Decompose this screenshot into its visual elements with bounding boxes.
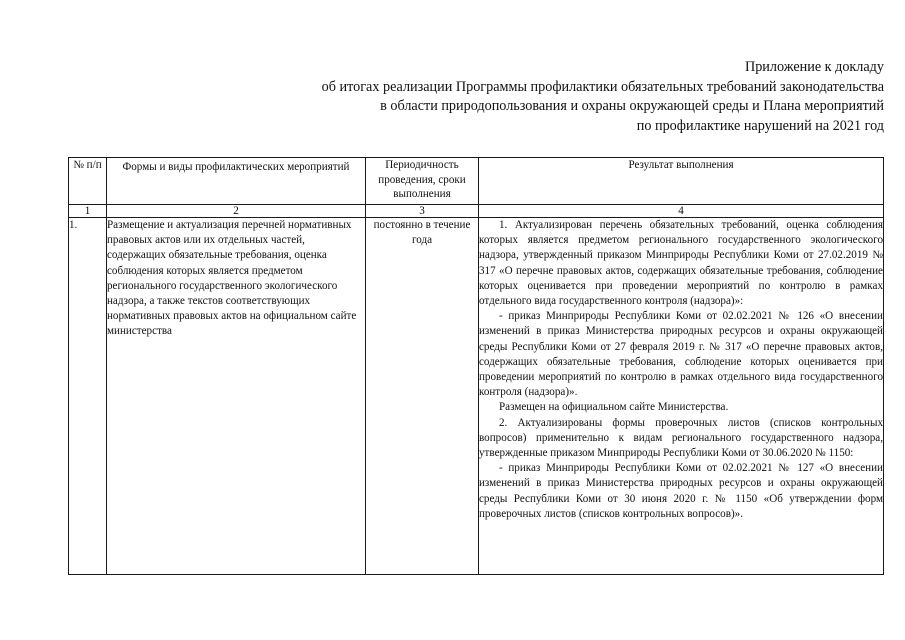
table-row	[69, 218, 884, 575]
result-paragraph: - приказ Минприроды Республики Коми от 02.02.2021 № 127 «О внесении изменений в приказ Министерства природных ресурсов и охраны окружающей среды Республики Коми от 30 июня 2020 г. № 1150 «Об утверждении форм проверочных листов (списков контрольных вопросов)».	[479, 462, 883, 520]
column-number-4: 4	[479, 205, 884, 218]
document-header	[244, 58, 884, 136]
header-period: Периодичность проведения, сроки выполнения	[366, 158, 479, 205]
row-number: 1.	[69, 218, 107, 575]
header-line-area: в области природопользования и охраны окружающей среды и Плана мероприятий	[380, 98, 884, 114]
column-number-row	[69, 205, 884, 218]
header-line-appendix: Приложение к докладу	[744, 59, 884, 75]
result-paragraph: 2. Актуализированы формы проверочных листов (списков контрольных вопросов) применительно к видам регионального государственного надзора, утвержденные приказом Минприроды Республики Коми от 30.06.2020 № 1150:	[479, 416, 883, 460]
header-forms: Формы и виды профилактических мероприятий	[107, 158, 366, 205]
header-result: Результат выполнения	[479, 158, 884, 205]
row-result	[479, 218, 884, 575]
column-number-3: 3	[366, 205, 479, 218]
column-number-1: 1	[69, 205, 107, 218]
measures-table	[68, 157, 884, 575]
result-paragraph: 1. Актуализирован перечень обязательных требований, оценка соблюдения которых является предметом регионального государственного экологического надзора, утвержденный приказом Минприроды Республики Коми от 27.02.2019 № 317 «О перечне правовых актов, содержащих обязательные требования, соблюдение которых оценивается при проведении мероприятий по контролю в рамках отдельного вида государственного контроля (надзора)»:	[479, 219, 883, 308]
table-header-row	[69, 158, 884, 205]
header-num: № п/п	[69, 158, 107, 205]
row-forms: Размещение и актуализация перечней нормативных правовых актов или их отдельных частей, содержащих обязательные требования, оценка соблюдения которых является предметом регионального государственного экологического надзора, а также текстов соответствующих нормативных правовых актов на официальном сайте министерства	[107, 218, 366, 575]
result-paragraph: Размещен на официальном сайте Министерства.	[499, 401, 729, 414]
row-period: постоянно в течение года	[366, 218, 479, 575]
header-line-year: по профилактике нарушений на 2021 год	[636, 117, 884, 134]
header-line-report: об итогах реализации Программы профилактики обязательных требований законодательства	[321, 78, 884, 95]
column-number-2: 2	[107, 205, 366, 218]
result-paragraph: - приказ Минприроды Республики Коми от 02.02.2021 № 126 «О внесении изменений в приказ Министерства природных ресурсов и охраны окружающей среды Республики Коми от 27 февраля 2019 г. № 317 «О перечне правовых актов, содержащих обязательные требования, соблюдение которых оценивается при проведении мероприятий по контролю в рамках отдельного вида государственного контроля (надзора)».	[479, 310, 883, 399]
